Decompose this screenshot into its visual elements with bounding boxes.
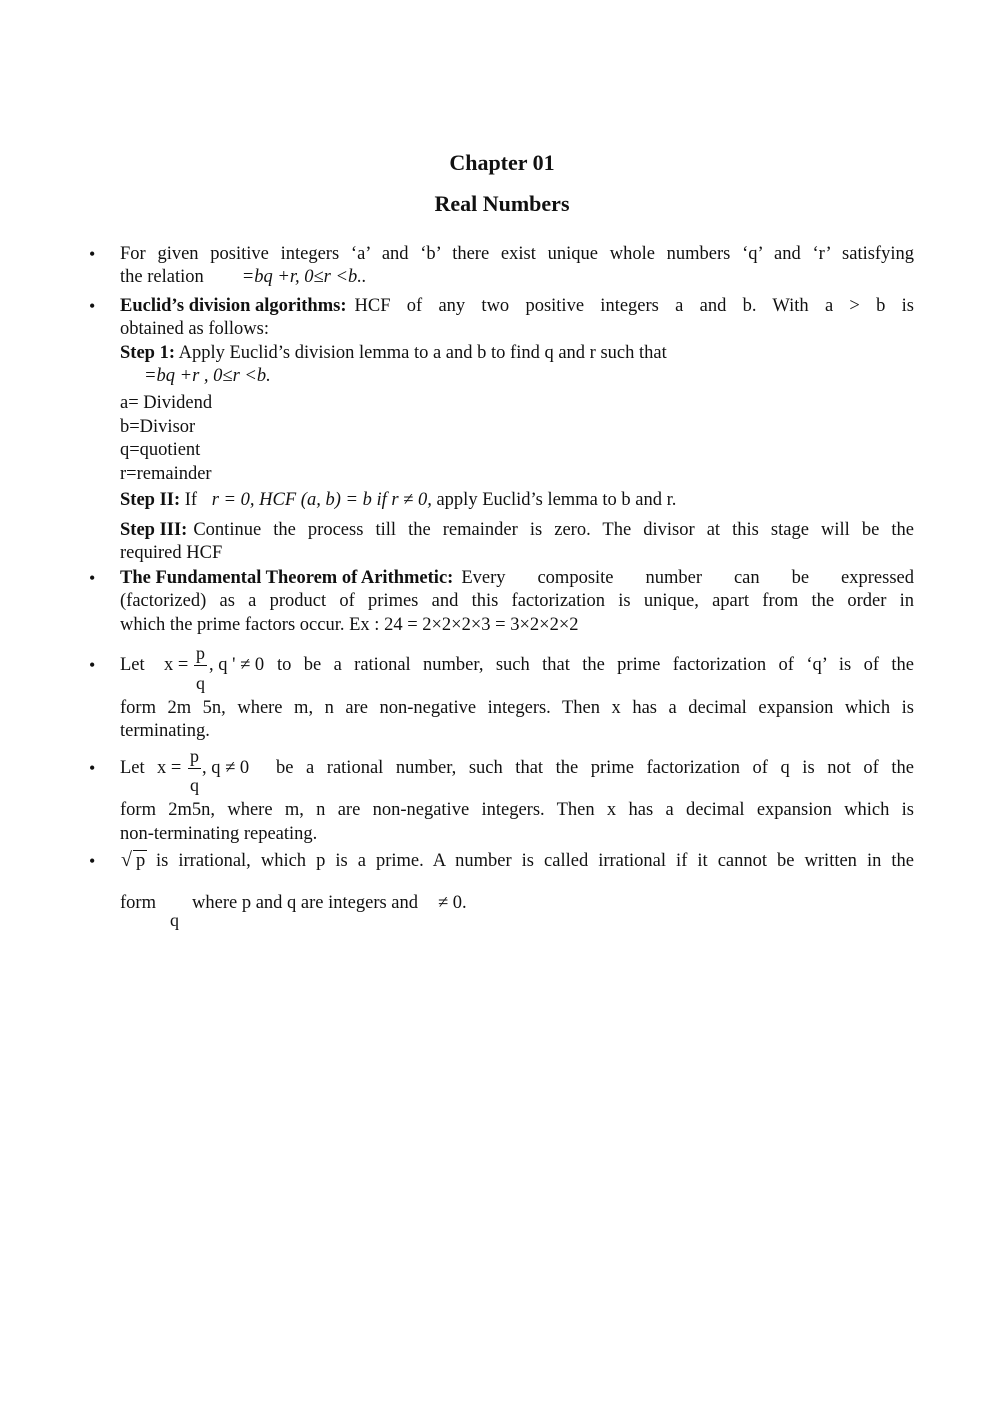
def-divisor: b=Divisor <box>120 417 196 437</box>
b5-line3: non-terminating repeating. <box>120 824 318 844</box>
b4-line2: form 2m 5n, where m, n are non-negative integers. Then x has a decimal expansion which is <box>120 698 914 718</box>
step2-if: If <box>184 490 198 510</box>
b2-line1-text: HCF of any two positive integers a and b. With a > b is <box>354 296 914 316</box>
step1-math: =bq +r , 0≤r <b. <box>144 366 271 386</box>
b5-let: Let <box>120 758 145 778</box>
bullet: • <box>89 296 96 316</box>
def-quotient: q=quotient <box>120 440 201 460</box>
step2-text: apply Euclid’s lemma to b and r. <box>436 490 677 510</box>
b3-line1 <box>120 567 914 589</box>
b4-fraction-bar <box>194 665 207 666</box>
b5-line2: form 2m5n, where m, n are non-negative integers. Then x has a decimal expansion which is <box>120 800 914 820</box>
b5-line1: be a rational number, such that the prime factorization of q is not of the <box>276 758 914 778</box>
chapter-title: Real Numbers <box>434 191 570 216</box>
step1 <box>120 342 914 364</box>
b3-line1-text: Every composite number can be expressed <box>461 568 914 588</box>
b6-denominator: q <box>170 910 179 930</box>
b1-line1: For given positive integers ‘a’ and ‘b’ there exist unique whole numbers ‘q’ and ‘r’ satisfying <box>120 244 914 264</box>
b4-denominator: q <box>196 673 205 693</box>
bullet: • <box>89 851 96 871</box>
b2-line2: obtained as follows: <box>120 319 270 339</box>
b4-let: Let <box>120 655 145 675</box>
def-dividend: a= Dividend <box>120 393 213 413</box>
sqrt-icon: √ <box>121 849 132 871</box>
chapter-number: Chapter 01 <box>449 150 555 175</box>
step3-line1 <box>120 519 914 541</box>
b3-line3-text: which the prime factors occur. Ex : <box>120 615 380 635</box>
b4-x-equals: x = <box>164 655 189 675</box>
b6-form: form <box>120 893 156 913</box>
b2-title: Euclid’s division algorithms: <box>120 296 347 316</box>
b4-line3: terminating. <box>120 721 210 741</box>
step3-text: Continue the process till the remainder is zero. The divisor at this stage will be the <box>193 520 914 540</box>
b4-condition: , q ' ≠ 0 <box>209 655 265 675</box>
b5-fraction-bar <box>188 768 201 769</box>
step2-math: r = 0, HCF (a, b) = b if r ≠ 0, <box>211 490 432 510</box>
step2-label: Step II: <box>120 490 181 510</box>
step2 <box>120 489 914 511</box>
step3-label: Step III: <box>120 520 188 540</box>
sqrt-radicand: p <box>136 851 146 871</box>
b5-denominator: q <box>190 775 199 795</box>
step1-equation <box>120 365 914 387</box>
b4-numerator: p <box>196 643 205 663</box>
def-remainder: r=remainder <box>120 464 212 484</box>
bullet: • <box>89 568 96 588</box>
b5-condition: , q ≠ 0 <box>202 758 250 778</box>
b6-line2-math: ≠ 0. <box>438 893 467 913</box>
bullet: • <box>89 244 96 264</box>
b1-relation-math: =bq +r, 0≤r <b.. <box>241 267 367 287</box>
b1-line2 <box>120 266 914 288</box>
b1-relation-label: the relation <box>120 267 204 287</box>
bullet: • <box>89 758 96 778</box>
b3-line2: (factorized) as a product of primes and this factorization is unique, apart from the order in <box>120 591 914 611</box>
b3-example-math: 24 = 2×2×2×3 = 3×2×2×2 <box>384 615 579 635</box>
b6-line2 <box>192 892 467 914</box>
b5-numerator: p <box>190 746 199 766</box>
b4-line1: to be a rational number, such that the prime factorization of ‘q’ is of the <box>277 655 914 675</box>
b3-line3 <box>120 614 914 636</box>
b3-title: The Fundamental Theorem of Arithmetic: <box>120 568 454 588</box>
b2-line1 <box>120 295 914 317</box>
b6-line1: is irrational, which p is a prime. A number is called irrational if it cannot be written in the <box>156 851 914 871</box>
step3-line2: required HCF <box>120 543 223 563</box>
bullet: • <box>89 655 96 675</box>
step1-label: Step 1: <box>120 343 175 363</box>
b6-line2-text: where p and q are integers and <box>192 893 419 913</box>
step1-text: Apply Euclid’s division lemma to a and b to find q and r such that <box>178 343 667 363</box>
b5-x-equals: x = <box>157 758 182 778</box>
